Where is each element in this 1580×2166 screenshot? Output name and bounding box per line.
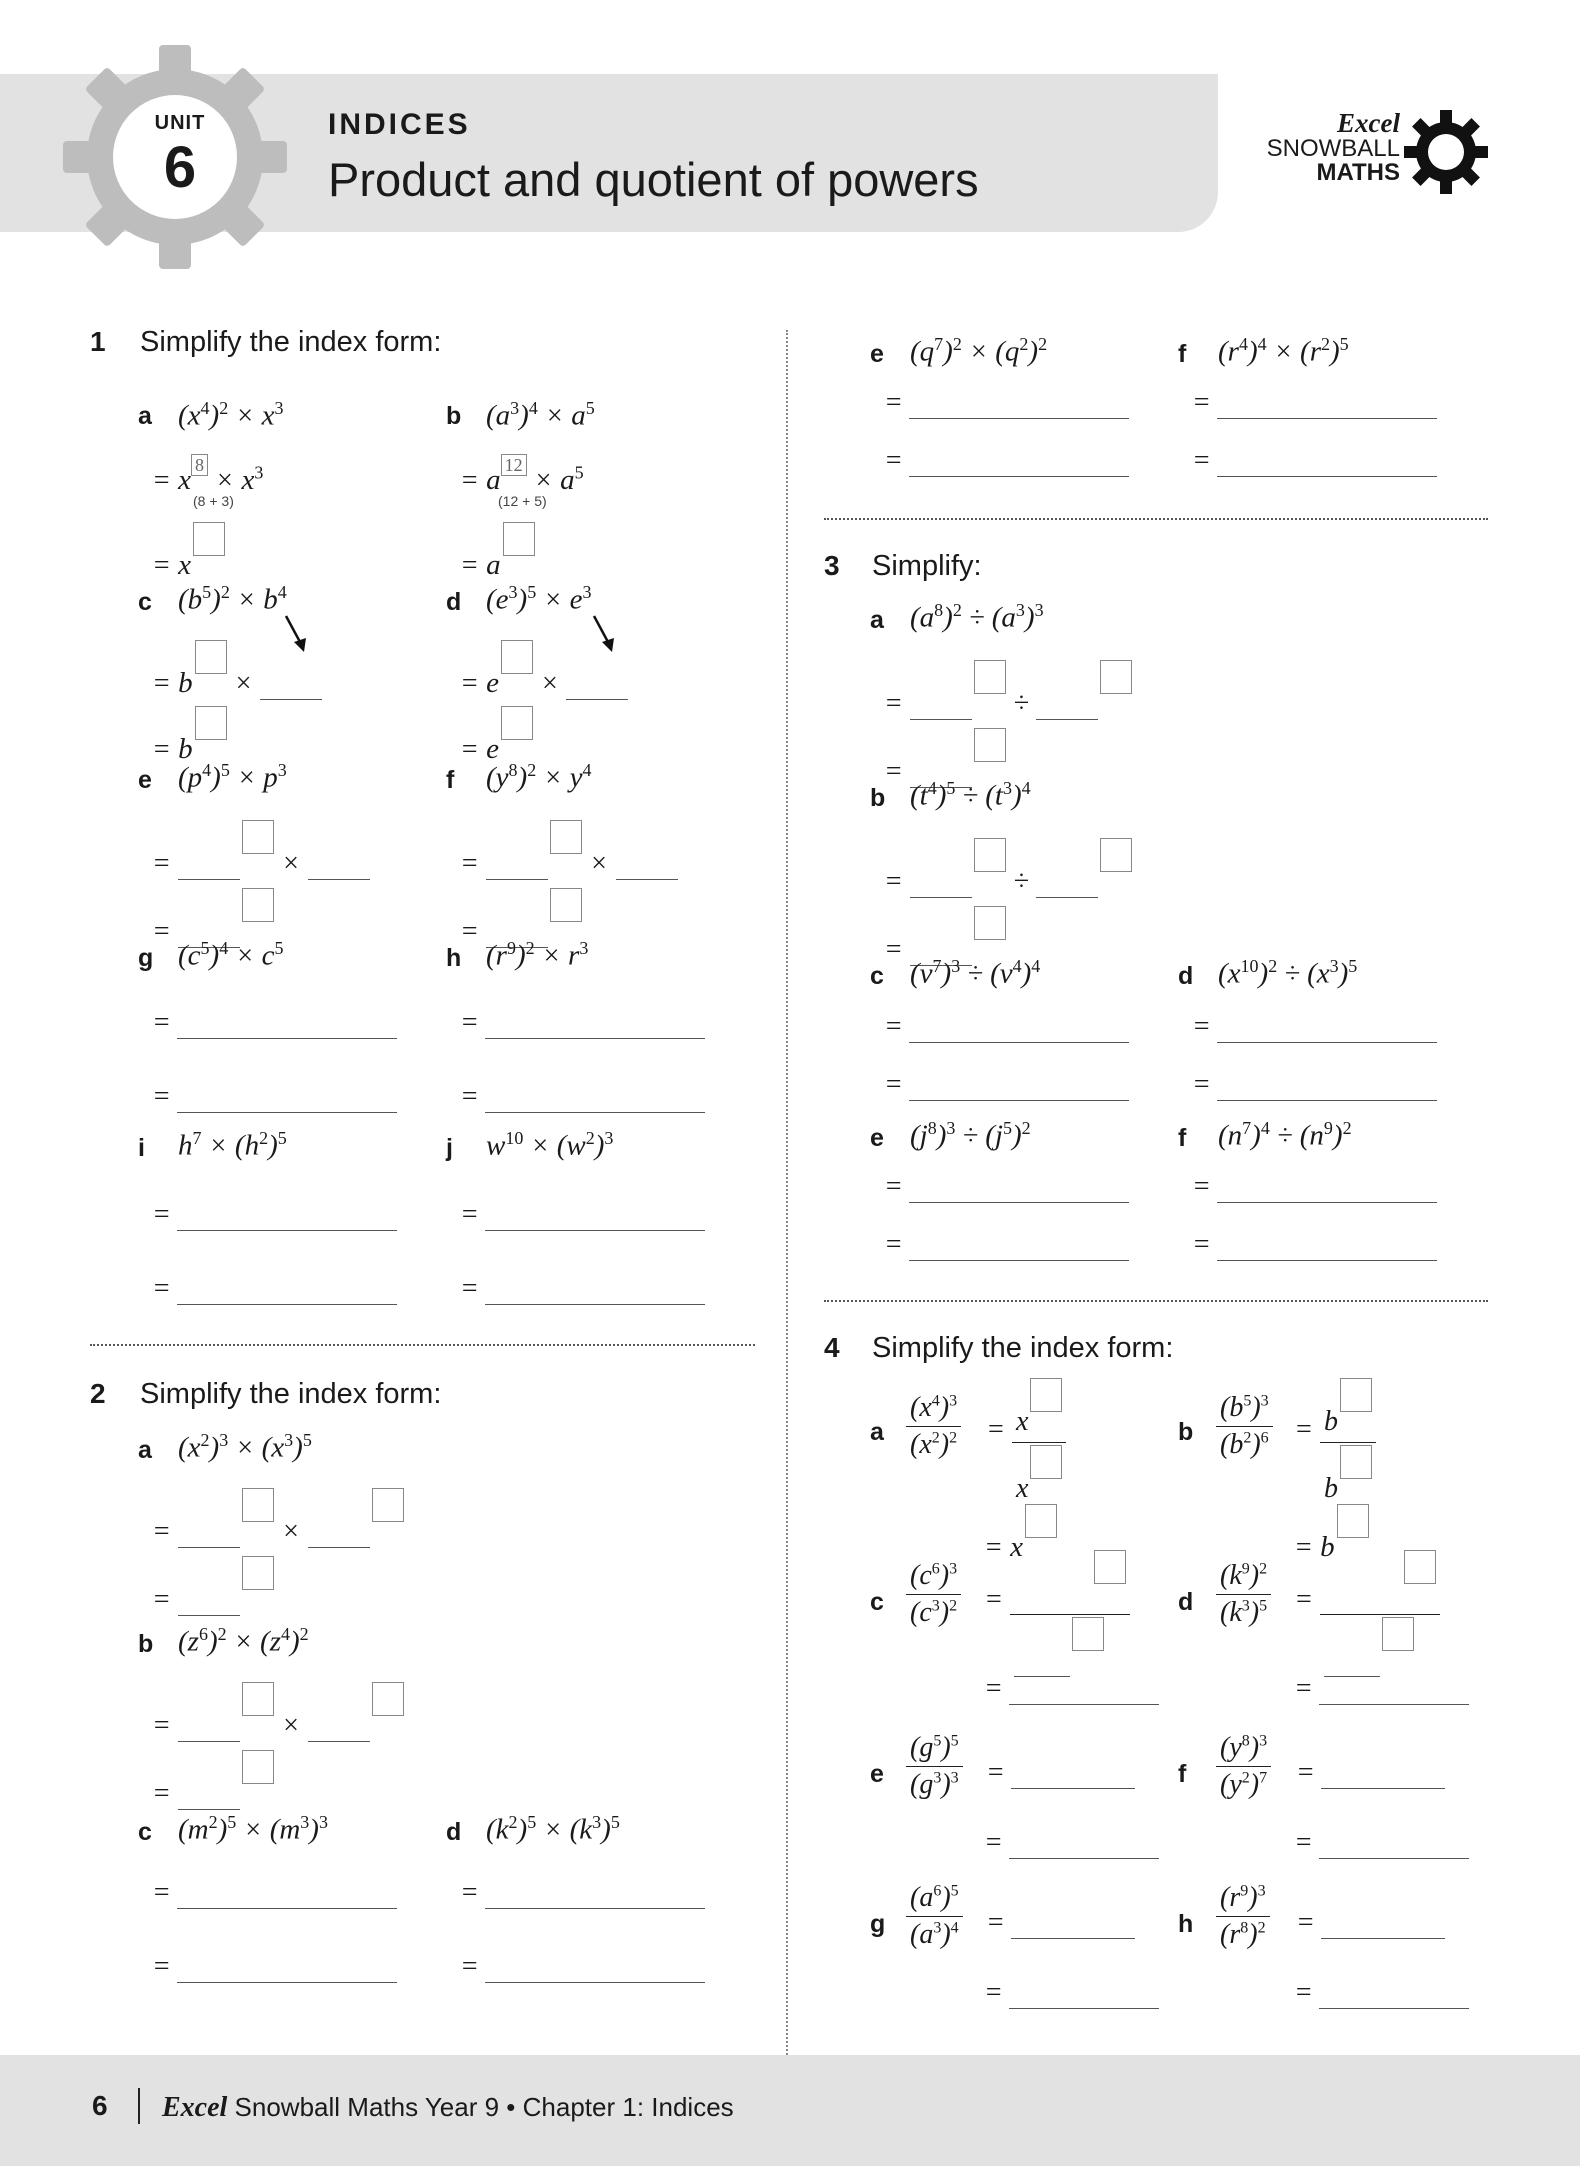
- answer-box[interactable]: [1072, 1617, 1104, 1651]
- q3c-expression: $(v^7)^3 \div (v^4)^4$: [910, 956, 1041, 990]
- answer-line[interactable]: [177, 1085, 397, 1113]
- answer-blank[interactable]: [486, 850, 548, 880]
- answer-line[interactable]: [1217, 391, 1437, 419]
- q1d-letter: d: [446, 588, 462, 616]
- q3a-expression: $(a^8)^2 \div (a^3)^3$: [910, 600, 1044, 634]
- answer-line[interactable]: [1011, 1911, 1135, 1939]
- q2b-expression: $(z^6)^2 \times (z^4)^2$: [178, 1624, 309, 1658]
- q4-number: 4: [824, 1332, 840, 1363]
- section-divider: [824, 518, 1488, 520]
- answer-line[interactable]: [1011, 1761, 1135, 1789]
- q3d-step2: =: [1192, 1068, 1437, 1101]
- q2c-letter: c: [138, 1818, 152, 1846]
- q4e-result: =: [984, 1826, 1159, 1859]
- answer-blank[interactable]: [178, 1712, 240, 1742]
- q3-number: 3: [824, 550, 840, 581]
- q2c-expression: $(m^2)^5 \times (m^3)^3$: [178, 1812, 328, 1846]
- q1e-step2: =: [152, 888, 274, 948]
- answer-box[interactable]: [1030, 1378, 1062, 1412]
- answer-box[interactable]: [1340, 1378, 1372, 1412]
- answer-line[interactable]: [1009, 1981, 1159, 2009]
- answer-line[interactable]: [177, 1955, 397, 1983]
- q3f-step1: =: [1192, 1170, 1437, 1203]
- answer-blank[interactable]: [260, 670, 322, 700]
- answer-line[interactable]: [1217, 1073, 1437, 1101]
- answer-line[interactable]: [485, 1203, 705, 1231]
- q4b-equals: =: [1296, 1414, 1312, 1445]
- answer-line[interactable]: [909, 1073, 1129, 1101]
- answer-box[interactable]: [242, 888, 274, 922]
- answer-blank[interactable]: [308, 1712, 370, 1742]
- answer-box[interactable]: [1404, 1550, 1436, 1584]
- answer-line[interactable]: [1321, 1911, 1445, 1939]
- q1b-hint: (12 + 5): [498, 493, 547, 509]
- q4h-step1: =: [1296, 1906, 1445, 1939]
- answer-box[interactable]: [1030, 1445, 1062, 1479]
- q3a-step1: = ÷: [884, 660, 1132, 720]
- q1b-given-exponent: 12: [501, 454, 527, 476]
- answer-line[interactable]: [1319, 1677, 1469, 1705]
- q1g-letter: g: [138, 944, 154, 972]
- q3d-expression: $(x^{10})^2 \div (x^3)^5$: [1218, 956, 1358, 990]
- brand-logo: [1240, 110, 1400, 185]
- q4b-letter: b: [1178, 1418, 1194, 1446]
- answer-blank[interactable]: [616, 850, 678, 880]
- q1f-expression: $(y^8)^2 \times y^4$: [486, 760, 592, 794]
- answer-line[interactable]: [177, 1203, 397, 1231]
- answer-box[interactable]: [242, 1682, 274, 1716]
- q1a-expression: $(x^4)^2 \times x^3$: [178, 398, 284, 432]
- answer-line[interactable]: [485, 1277, 705, 1305]
- q2f-step1: =: [1192, 386, 1437, 419]
- section-divider: [824, 1300, 1488, 1302]
- q1d-step1: = e ×: [460, 640, 628, 700]
- footer-bullet: •: [506, 2092, 516, 2122]
- q4h-result: =: [1294, 1976, 1469, 2009]
- answer-box[interactable]: [193, 522, 225, 556]
- q4f-result: =: [1294, 1826, 1469, 1859]
- q1j-step2: =: [460, 1272, 705, 1305]
- q4f-fraction: $(y^8)^3$ $(y^2)^7$: [1216, 1732, 1271, 1801]
- q3b-expression: $(t^4)^5 \div (t^3)^4$: [910, 778, 1031, 812]
- answer-box[interactable]: [1340, 1445, 1372, 1479]
- answer-box[interactable]: [503, 522, 535, 556]
- q2c-step2: =: [152, 1950, 397, 1983]
- q1-prompt: Simplify the index form:: [140, 326, 442, 358]
- q4d-answer-fraction: [1320, 1550, 1440, 1677]
- q4h-letter: h: [1178, 1910, 1194, 1938]
- q1a-letter: a: [138, 402, 152, 430]
- q1a-step2: = x: [152, 522, 225, 582]
- q3e-letter: e: [870, 1124, 884, 1152]
- q2b-step2: =: [152, 1750, 274, 1810]
- q3e-expression: $(j^8)^3 \div (j^5)^2$: [910, 1118, 1031, 1152]
- answer-box[interactable]: [372, 1488, 404, 1522]
- answer-box[interactable]: [242, 1750, 274, 1784]
- column-divider: [786, 330, 788, 2055]
- q4g-letter: g: [870, 1910, 886, 1938]
- answer-line[interactable]: [1321, 1761, 1445, 1789]
- answer-line[interactable]: [177, 1011, 397, 1039]
- q3f-step2: =: [1192, 1228, 1437, 1261]
- answer-blank[interactable]: [910, 868, 972, 898]
- answer-line[interactable]: [485, 1955, 705, 1983]
- answer-line[interactable]: [177, 1881, 397, 1909]
- answer-line[interactable]: [1217, 1015, 1437, 1043]
- footer-chapter: Chapter 1: Indices: [522, 2092, 734, 2122]
- q1g-step1: =: [152, 1006, 397, 1039]
- answer-blank[interactable]: [1036, 690, 1098, 720]
- q4a-result: = x: [984, 1504, 1057, 1564]
- q4-prompt: Simplify the index form:: [872, 1332, 1174, 1364]
- q4e-fraction: $(g^5)^5$ $(g^3)^3$: [906, 1732, 963, 1801]
- answer-blank[interactable]: [178, 1780, 240, 1810]
- answer-box[interactable]: [1094, 1550, 1126, 1584]
- q2e-step1: =: [884, 386, 1129, 419]
- q4g-step1: =: [986, 1906, 1135, 1939]
- answer-box[interactable]: [974, 728, 1006, 762]
- answer-blank[interactable]: [178, 1586, 240, 1616]
- q1c-expression: $(b^5)^2 \times b^4$: [178, 582, 287, 616]
- q3f-expression: $(n^7)^4 \div (n^9)^2$: [1218, 1118, 1352, 1152]
- q3f-letter: f: [1178, 1124, 1187, 1152]
- q2f-expression: $(r^4)^4 \times (r^2)^5$: [1218, 334, 1349, 368]
- q3a-letter: a: [870, 606, 884, 634]
- answer-box[interactable]: [1382, 1617, 1414, 1651]
- q1f-letter: f: [446, 766, 455, 794]
- answer-line[interactable]: [1217, 1233, 1437, 1261]
- q1b-step2: = a: [460, 522, 535, 582]
- answer-blank[interactable]: [308, 1518, 370, 1548]
- q4c-equals: =: [986, 1584, 1002, 1615]
- answer-box[interactable]: [372, 1682, 404, 1716]
- answer-box[interactable]: [974, 838, 1006, 872]
- answer-line[interactable]: [909, 1233, 1129, 1261]
- brand-line-2: SNOWBALL: [1266, 135, 1400, 162]
- answer-box[interactable]: [550, 820, 582, 854]
- brand-line-3: MATHS: [1316, 159, 1400, 186]
- q1h-expression: $(r^9)^2 \times r^3$: [486, 938, 589, 972]
- q4c-letter: c: [870, 1588, 884, 1616]
- answer-line[interactable]: [1319, 1831, 1469, 1859]
- answer-line[interactable]: [909, 449, 1129, 477]
- q3c-step2: =: [884, 1068, 1129, 1101]
- q4c-result: =: [984, 1672, 1159, 1705]
- q2e-letter: e: [870, 340, 884, 368]
- q1j-step1: =: [460, 1198, 705, 1231]
- footer-text: [162, 2092, 734, 2124]
- q4a-equals: =: [988, 1414, 1004, 1445]
- answer-blank[interactable]: [308, 850, 370, 880]
- q2d-expression: $(k^2)^5 \times (k^3)^5$: [486, 1812, 620, 1846]
- q1a-given-exponent: 8: [191, 454, 208, 476]
- q4d-fraction: $(k^9)^2$ $(k^3)^5$: [1216, 1560, 1271, 1629]
- q1j-expression: $w^{10} \times (w^2)^3$: [486, 1128, 614, 1162]
- q2-prompt: Simplify the index form:: [140, 1378, 442, 1410]
- q1c-letter: c: [138, 588, 152, 616]
- q3b-step2: =: [884, 906, 1006, 966]
- q4a-letter: a: [870, 1418, 884, 1446]
- q2-number: 2: [90, 1378, 106, 1409]
- q3c-step1: =: [884, 1010, 1129, 1043]
- answer-box[interactable]: [1025, 1504, 1057, 1538]
- brand-line-1: Excel: [1337, 108, 1400, 138]
- q4f-step1: =: [1296, 1756, 1445, 1789]
- section-divider: [90, 1344, 755, 1346]
- q4d-letter: d: [1178, 1588, 1194, 1616]
- footer-divider: [138, 2088, 140, 2124]
- q1h-step2: =: [460, 1080, 705, 1113]
- q3e-step1: =: [884, 1170, 1129, 1203]
- answer-blank[interactable]: [1036, 868, 1098, 898]
- answer-box[interactable]: [242, 820, 274, 854]
- q4a-answer-fraction: x x: [1012, 1378, 1066, 1505]
- q1b-letter: b: [446, 402, 462, 430]
- answer-box[interactable]: [1337, 1504, 1369, 1538]
- q4e-letter: e: [870, 1760, 884, 1788]
- q1g-expression: $(c^5)^4 \times c^5$: [178, 938, 284, 972]
- q3b-letter: b: [870, 784, 886, 812]
- q1c-step1: = b ×: [152, 640, 322, 700]
- q1d-step2: = e: [460, 706, 533, 766]
- q2f-step2: =: [1192, 444, 1437, 477]
- q1h-step1: =: [460, 1006, 705, 1039]
- q3d-letter: d: [1178, 962, 1194, 990]
- topic-heading: INDICES: [328, 108, 471, 141]
- answer-box[interactable]: [550, 888, 582, 922]
- q1i-step2: =: [152, 1272, 397, 1305]
- q2a-expression: $(x^2)^3 \times (x^3)^5$: [178, 1430, 312, 1464]
- answer-line[interactable]: [1217, 1175, 1437, 1203]
- page-title: Product and quotient of powers: [328, 153, 979, 206]
- page-number: 6: [92, 2090, 108, 2121]
- q4b-answer-fraction: b b: [1320, 1378, 1376, 1505]
- q1f-step1: = ×: [460, 820, 678, 880]
- q4b-result: = b: [1294, 1504, 1369, 1564]
- answer-line[interactable]: [909, 1175, 1129, 1203]
- brand-gear-icon: [1404, 110, 1488, 194]
- q3e-step2: =: [884, 1228, 1129, 1261]
- q4a-fraction: $(x^4)^3$ $(x^2)^2$: [906, 1392, 961, 1461]
- answer-blank[interactable]: [178, 1518, 240, 1548]
- q2b-letter: b: [138, 1630, 154, 1658]
- q1e-expression: $(p^4)^5 \times p^3$: [178, 760, 287, 794]
- q1h-letter: h: [446, 944, 462, 972]
- answer-box[interactable]: [195, 706, 227, 740]
- q2e-expression: $(q^7)^2 \times (q^2)^2$: [910, 334, 1048, 368]
- q4g-fraction: $(a^6)^5$ $(a^3)^4$: [906, 1882, 963, 1951]
- answer-line[interactable]: [485, 1881, 705, 1909]
- answer-blank[interactable]: [566, 670, 628, 700]
- answer-line[interactable]: [909, 391, 1129, 419]
- q4h-fraction: $(r^9)^3$ $(r^8)^2$: [1216, 1882, 1270, 1951]
- q1a-hint: (8 + 3): [193, 493, 234, 509]
- q2f-letter: f: [1178, 340, 1187, 368]
- q2d-letter: d: [446, 1818, 462, 1846]
- footer-book: Snowball Maths Year 9: [234, 2092, 500, 2122]
- q2c-step1: =: [152, 1876, 397, 1909]
- q1e-letter: e: [138, 766, 152, 794]
- answer-line[interactable]: [1217, 449, 1437, 477]
- answer-box[interactable]: [195, 640, 227, 674]
- answer-line[interactable]: [1319, 1981, 1469, 2009]
- answer-box[interactable]: [501, 706, 533, 740]
- q1d-expression: $(e^3)^5 \times e^3$: [486, 582, 592, 616]
- q1f-step2: =: [460, 888, 582, 948]
- q2b-step1: = ×: [152, 1682, 404, 1742]
- q3b-step1: = ÷: [884, 838, 1132, 898]
- q1b-step1: = a $12 \times a^5$: [460, 455, 584, 496]
- q1j-letter: j: [446, 1134, 453, 1162]
- q2e-step2: =: [884, 444, 1129, 477]
- q4d-equals: =: [1296, 1584, 1312, 1615]
- q4f-letter: f: [1178, 1760, 1187, 1788]
- unit-number: 6: [163, 135, 197, 200]
- q2a-letter: a: [138, 1436, 152, 1464]
- q1i-step1: =: [152, 1198, 397, 1231]
- answer-line[interactable]: [909, 1015, 1129, 1043]
- q4b-fraction: $(b^5)^3$ $(b^2)^6$: [1216, 1392, 1273, 1461]
- q3a-step2: =: [884, 728, 1006, 788]
- answer-box[interactable]: [501, 640, 533, 674]
- unit-label: UNIT: [154, 112, 206, 134]
- q3c-letter: c: [870, 962, 884, 990]
- q2a-step2: =: [152, 1556, 274, 1616]
- q2d-step2: =: [460, 1950, 705, 1983]
- q1g-step2: =: [152, 1080, 397, 1113]
- q4c-answer-fraction: [1010, 1550, 1130, 1677]
- q1i-expression: $h^7 \times (h^2)^5$: [178, 1128, 287, 1162]
- q1i-letter: i: [138, 1134, 145, 1162]
- q3d-step1: =: [1192, 1010, 1437, 1043]
- q4e-step1: =: [986, 1756, 1135, 1789]
- answer-blank[interactable]: [910, 690, 972, 720]
- answer-line[interactable]: [1009, 1677, 1159, 1705]
- answer-box[interactable]: [974, 660, 1006, 694]
- q4c-fraction: $(c^6)^3$ $(c^3)^2$: [906, 1560, 961, 1629]
- q1a-step1: = x $8 \times x^3$: [152, 455, 264, 496]
- q1-number: 1: [90, 326, 106, 357]
- q1e-step1: = ×: [152, 820, 370, 880]
- answer-line[interactable]: [485, 1011, 705, 1039]
- q1b-expression: $(a^3)^4 \times a^5$: [486, 398, 595, 432]
- answer-box[interactable]: [974, 906, 1006, 940]
- footer-brand: Excel: [162, 2092, 228, 2123]
- answer-line[interactable]: [1009, 1831, 1159, 1859]
- answer-box[interactable]: [1100, 838, 1132, 872]
- answer-line[interactable]: [485, 1085, 705, 1113]
- answer-box[interactable]: [242, 1488, 274, 1522]
- q2d-step1: =: [460, 1876, 705, 1909]
- q3-prompt: Simplify:: [872, 550, 982, 582]
- q2a-step1: = ×: [152, 1488, 404, 1548]
- answer-line[interactable]: [177, 1277, 397, 1305]
- q4g-result: =: [984, 1976, 1159, 2009]
- q4d-result: =: [1294, 1672, 1469, 1705]
- q1c-step2: = b: [152, 706, 227, 766]
- answer-box[interactable]: [242, 1556, 274, 1590]
- answer-blank[interactable]: [178, 850, 240, 880]
- answer-box[interactable]: [1100, 660, 1132, 694]
